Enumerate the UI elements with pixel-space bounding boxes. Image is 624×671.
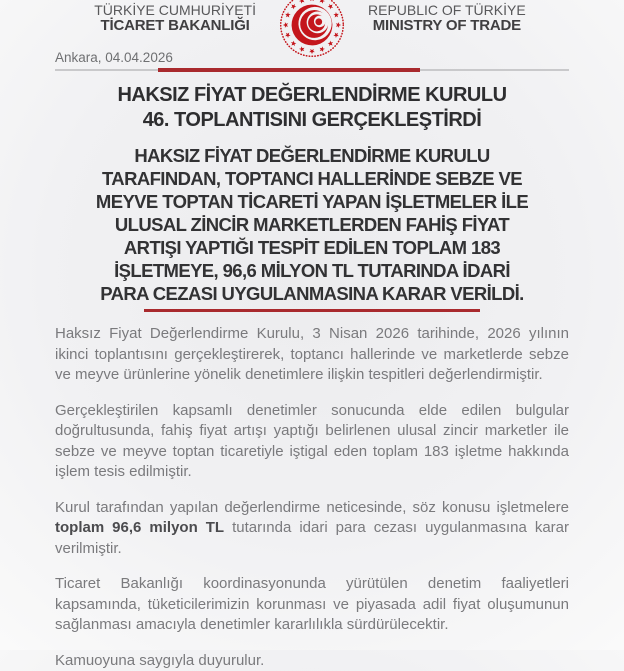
header-divider-red-segment: [158, 68, 420, 72]
header-left-title: [94, 2, 256, 34]
page-title-line2: 46. TOPLANTISINI GERÇEKLEŞTİRDİ: [55, 108, 569, 133]
header-right-line1: REPUBLIC OF TÜRKİYE: [368, 2, 526, 18]
fine-amount-bold: toplam 96,6 milyon TL: [55, 519, 224, 536]
headline-line: MEYVE TOPTAN TİCARETİ YAPAN İŞLETMELER İLE: [55, 190, 569, 213]
headline-line: PARA CEZASI UYGULANMASINA KARAR VERİLDİ.: [55, 282, 569, 305]
header-right-title: [368, 2, 526, 34]
ministry-header: [55, 0, 569, 48]
red-separator: [144, 309, 480, 312]
headline-line: ARTIŞI YAPTIĞI TESPİT EDİLEN TOPLAM 183: [55, 236, 569, 259]
headline-line: TARAFINDAN, TOPTANCI HALLERİNDE SEBZE VE: [55, 167, 569, 190]
decision-headline: [55, 144, 569, 305]
ministry-of-trade-logo-icon: [278, 0, 346, 59]
header-left-line1: TÜRKİYE CUMHURİYETİ: [94, 2, 256, 18]
page-title-line1: HAKSIZ FİYAT DEĞERLENDİRME KURULU: [55, 83, 569, 108]
page-title: [55, 83, 569, 133]
closing-line: Kamuoyuna saygıyla duyurulur.: [55, 651, 569, 671]
headline-line: HAKSIZ FİYAT DEĞERLENDİRME KURULU: [55, 144, 569, 167]
paragraph-1: Haksız Fiyat Değerlendirme Kurulu, 3 Nisan 2026 tarihinde, 2026 yılının ikinci toplantısını gerçekleştirerek, toptancı hallerinde ve marketlerde sebze ve meyve ürünlerine yönelik denetimlere ilişkin tespitleri değerlendirmiştir.: [55, 324, 569, 386]
paragraph-4: Ticaret Bakanlığı koordinasyonunda yürütülen denetim faaliyetleri kapsamında, tüketicilerimizin korunması ve piyasada adil fiyat oluşumunun sağlanması amacıyla denetimler kararlılıkla sürdürülecektir.: [55, 574, 569, 636]
paragraph-3: [55, 498, 569, 560]
header-divider: [55, 69, 569, 71]
header-right-line2: MINISTRY OF TRADE: [368, 18, 526, 34]
headline-line: ULUSAL ZİNCİR MARKETLERDEN FAHİŞ FİYAT: [55, 213, 569, 236]
paragraph-3-post: tutarında idari para cezası uygulanmasına karar verilmiştir.: [55, 519, 569, 557]
paragraph-2: Gerçekleştirilen kapsamlı denetimler sonucunda elde edilen bulgular doğrultusunda, fahiş fiyat artışı yaptığı belirlenen ulusal zincir marketler ile sebze ve meyve toptan ticaretiyle iştigal eden toplam 183 işletme hakkında işlem tesis edilmiştir.: [55, 401, 569, 483]
headline-line: İŞLETMEYE, 96,6 MİLYON TL TUTARINDA İDARİ: [55, 259, 569, 282]
paragraph-3-pre: Kurul tarafından yapılan değerlendirme neticesinde, söz konusu işletmelere: [55, 499, 569, 516]
dateline: Ankara, 04.04.2026: [55, 50, 569, 65]
header-left-line2: TİCARET BAKANLIĞI: [94, 18, 256, 34]
